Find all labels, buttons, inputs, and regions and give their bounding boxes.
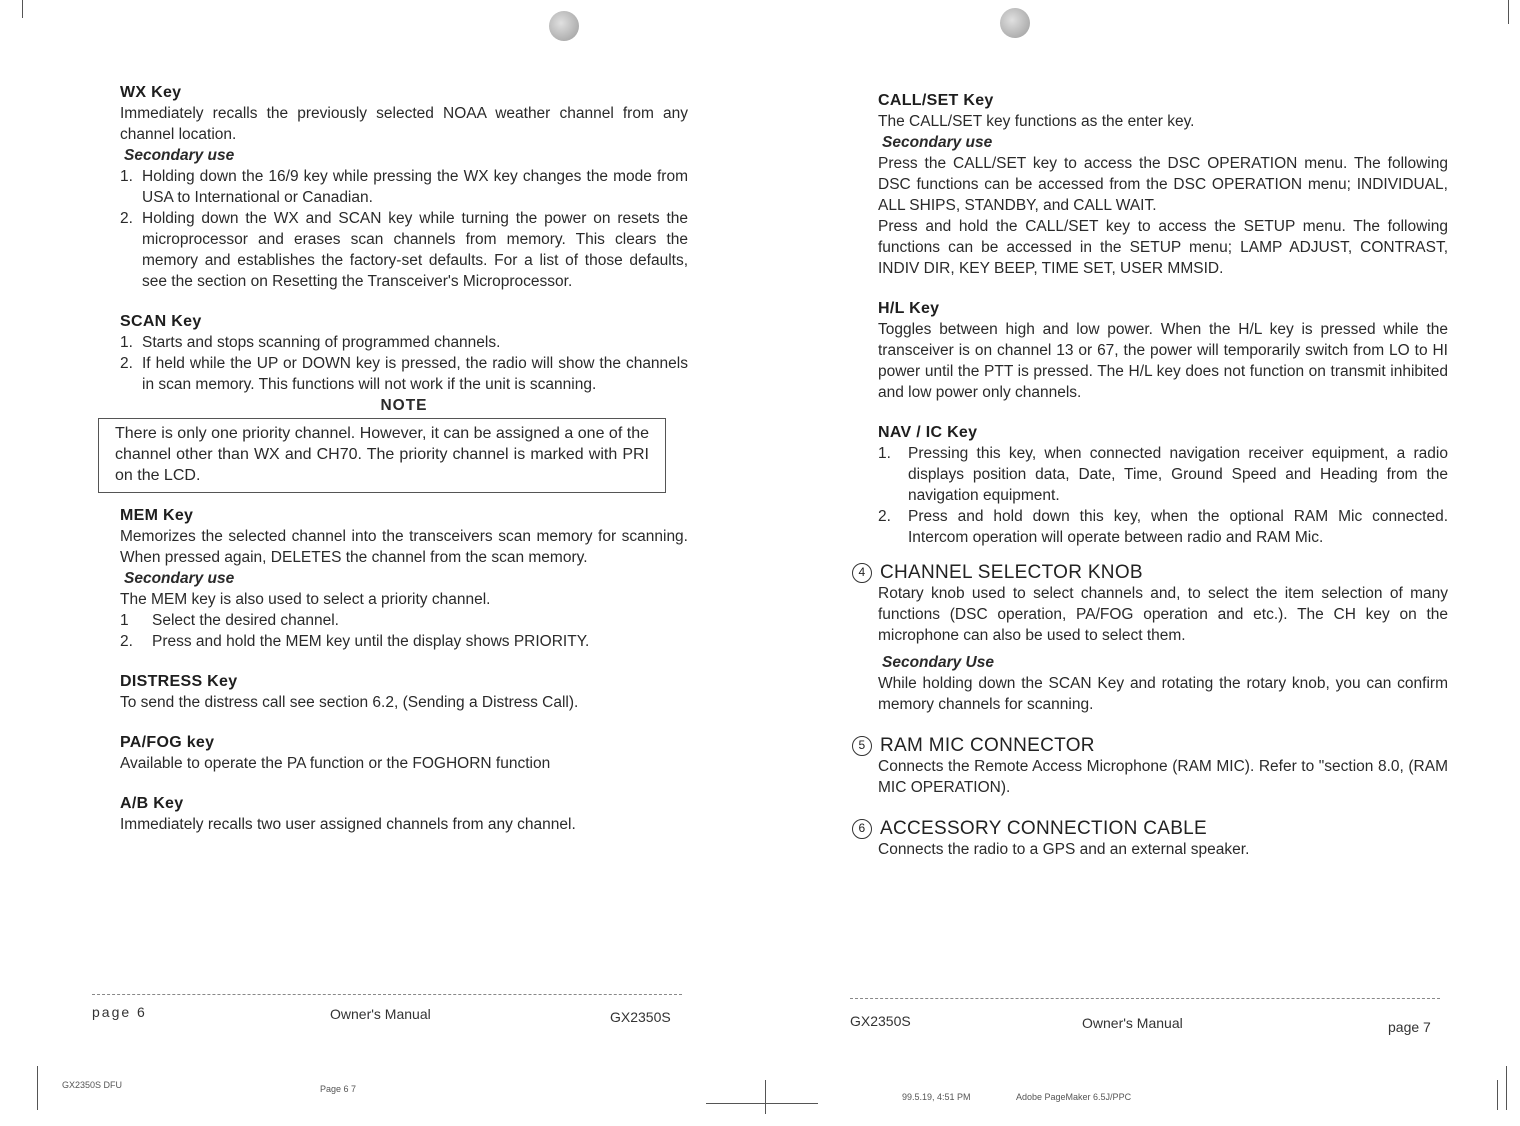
slug-pages: Page 6 7 (320, 1084, 357, 1094)
circled-number: 6 (852, 819, 872, 839)
section-body: Press the CALL/SET key to access the DSC OPERATION menu. The following DSC functions can be accessed from the DSC OPERATION menu; INDIVIDUAL, ALL SHIPS, STANDBY, and CALL WAIT. (878, 155, 1448, 214)
footer-title: Owner's Manual (330, 1006, 431, 1022)
footer-model: GX2350S (610, 1009, 671, 1025)
secondary-use-label: Secondary use (882, 134, 993, 151)
ab-key-section (120, 793, 688, 835)
list-item: 2. If held while the UP or DOWN key is pressed, the radio will show the channels in scan memory. This functions will not work if the unit is scanning. (120, 355, 688, 393)
secondary-use-label: Secondary use (124, 147, 235, 164)
list-item: 2. Press and hold down this key, when the optional RAM Mic connected. Intercom operation will operate between radio and RAM Mic. (878, 508, 1448, 546)
distress-key-section (120, 671, 688, 713)
footer-model: GX2350S (850, 1013, 911, 1029)
slug-file-name: GX2350S DFU (62, 1080, 123, 1090)
slug-software: Adobe PageMaker 6.5J/PPC (1016, 1092, 1132, 1102)
section-body: Memorizes the selected channel into the transceivers scan memory for scanning. When pressed again, DELETES the channel from the scan memory. (120, 528, 688, 566)
crop-mark (1506, 1066, 1507, 1110)
wx-key-section (120, 82, 688, 292)
list-item: 1. Starts and stops scanning of programmed channels. (120, 334, 501, 351)
section-body: The MEM key is also used to select a priority channel. (120, 591, 491, 608)
list-item: 1. Holding down the 16/9 key while pressing the WX key changes the mode from USA to International or Canadian. (120, 168, 688, 206)
section-body: While holding down the SCAN Key and rotating the rotary knob, you can confirm memory channels for scanning. (878, 675, 1448, 713)
secondary-use-label: Secondary Use (882, 654, 994, 671)
hl-key-section (878, 298, 1448, 403)
section-body: Immediately recalls the previously selected NOAA weather channel from any channel location. (120, 105, 688, 143)
footer-page-number: page 7 (1388, 1019, 1431, 1035)
registration-mark (706, 1103, 818, 1104)
note-box: There is only one priority channel. However, it can be assigned a one of the channel other than WX and CH70. The priority channel is marked with PRI on the LCD. (98, 418, 666, 493)
crop-mark (37, 1066, 38, 1110)
list-item: 2. Press and hold the MEM key until the display shows PRIORITY. (120, 633, 590, 650)
binder-hole-right (1000, 8, 1030, 38)
mem-key-section (120, 505, 688, 652)
section-body: The CALL/SET key functions as the enter key. (878, 113, 1195, 130)
ram-mic-connector-section (852, 735, 1448, 798)
navic-key-section (878, 422, 1448, 548)
section-title: CALL/SET Key (878, 92, 994, 109)
section-title: MEM Key (120, 507, 194, 524)
section-body: Rotary knob used to select channels and, to select the item selection of many functions (DSC operation, PA/FOG operation and etc.). The CH key on the microphone can also be used to select them. (878, 585, 1448, 644)
channel-selector-knob-section (852, 562, 1448, 715)
section-title: SCAN Key (120, 313, 202, 330)
circled-number: 5 (852, 736, 872, 756)
numbered-list (120, 332, 688, 395)
crop-mark (22, 0, 23, 18)
footer-title: Owner's Manual (1082, 1015, 1183, 1031)
note-title: NOTE (380, 397, 428, 414)
list-item: 1 Select the desired channel. (120, 612, 339, 629)
section-heading: 4 CHANNEL SELECTOR KNOB (852, 562, 1448, 583)
list-item: 1. Pressing this key, when connected navigation receiver equipment, a radio displays position data, Date, Time, Ground Speed and Heading from the navigation equipment. (878, 445, 1448, 504)
section-body: Press and hold the CALL/SET key to access the SETUP menu. The following functions can be accessed in the SETUP menu; LAMP ADJUST, CONTRAST, INDIV DIR, KEY BEEP, TIME SET, USER MMSID. (878, 218, 1448, 277)
section-body: Available to operate the PA function or the FOGHORN function (120, 755, 551, 772)
section-body: Connects the Remote Access Microphone (RAM MIC). Refer to "section 8.0, (RAM MIC OPERATION). (878, 758, 1448, 796)
numbered-list (120, 166, 688, 292)
circled-number: 4 (852, 563, 872, 583)
section-title: DISTRESS Key (120, 673, 238, 690)
section-body: Toggles between high and low power. When the H/L key is pressed while the transceiver is on channel 13 or 67, the power will temporarily switch from LO to HI power until the PTT is pressed. The H/L key does not function on transmit inhibited and low power only channels. (878, 321, 1448, 401)
section-title: NAV / IC Key (878, 424, 978, 441)
slug-timestamp: 99.5.19, 4:51 PM (902, 1092, 971, 1102)
section-body: To send the distress call see section 6.2, (Sending a Distress Call). (120, 694, 579, 711)
left-page (115, 82, 688, 835)
numbered-list (120, 610, 688, 652)
section-title: A/B Key (120, 795, 184, 812)
callset-key-section (878, 90, 1448, 279)
secondary-use-label: Secondary use (124, 570, 235, 587)
section-title: WX Key (120, 84, 182, 101)
crop-mark (1508, 0, 1509, 24)
pafog-key-section (120, 732, 688, 774)
list-item: 2. Holding down the WX and SCAN key while turning the power on resets the microprocessor and erases scan channels from memory. This clears the memory and establishes the factory-set defaults. For a list of those defaults, see the section on Resetting the Transceiver's Microprocessor. (120, 210, 688, 290)
accessory-cable-section (852, 818, 1448, 860)
right-page (858, 90, 1448, 860)
scan-key-section (120, 311, 688, 395)
crop-mark (1497, 1080, 1498, 1110)
footer-rule (850, 998, 1440, 999)
section-title: PA/FOG key (120, 734, 215, 751)
footer-page-number: page 6 (92, 1004, 147, 1020)
section-heading: 5 RAM MIC CONNECTOR (852, 735, 1448, 756)
section-body: Immediately recalls two user assigned channels from any channel. (120, 816, 576, 833)
footer-rule (92, 994, 682, 995)
numbered-list (878, 443, 1448, 548)
section-title: H/L Key (878, 300, 940, 317)
section-body: Connects the radio to a GPS and an external speaker. (878, 841, 1250, 858)
binder-hole-left (549, 11, 579, 41)
registration-mark (765, 1080, 766, 1114)
section-heading: 6 ACCESSORY CONNECTION CABLE (852, 818, 1448, 839)
